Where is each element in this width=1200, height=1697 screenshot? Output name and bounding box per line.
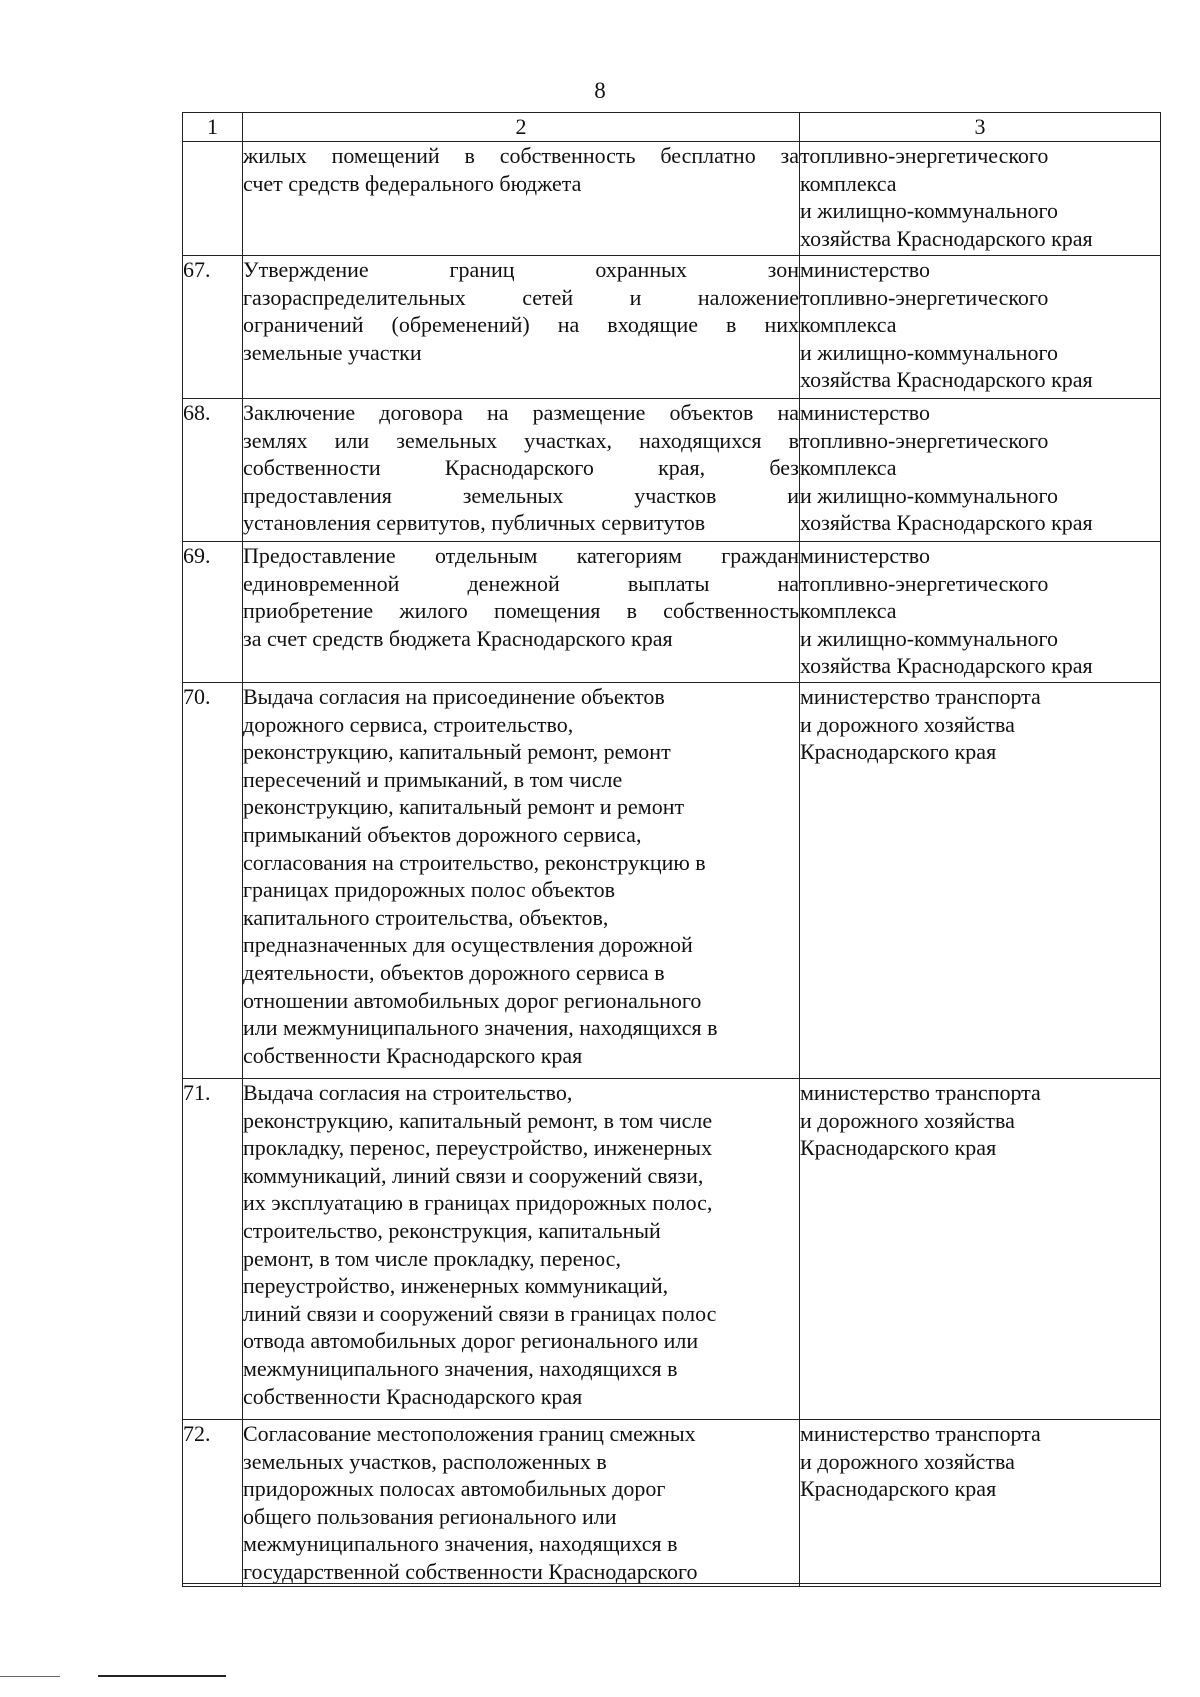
org-line: министерство — [800, 400, 931, 425]
org-line: комплекса — [800, 598, 897, 624]
responsible-body — [800, 683, 1161, 1079]
text-line: установления сервитутов, публичных сервитутов — [243, 510, 706, 536]
text-line: Выдача согласия на строительство, — [243, 1080, 573, 1105]
responsible-body — [800, 1079, 1161, 1420]
text-line: Предоставление отдельным категориям граждан — [243, 543, 799, 568]
org-line: комплекса — [800, 455, 897, 481]
services-table — [182, 112, 1161, 1587]
org-line: Краснодарского края — [800, 1476, 997, 1502]
org-line: министерство транспорта — [800, 1421, 1041, 1446]
row-number: 67. — [183, 256, 243, 399]
text-line: ремонт, в том числе прокладку, перенос, — [243, 1245, 621, 1271]
text-line: пересечений и примыканий, в том числе — [243, 766, 623, 792]
row-number: 72. — [183, 1420, 243, 1587]
responsible-body — [800, 256, 1161, 399]
org-line: хозяйства Краснодарского края — [800, 225, 1093, 251]
org-line: министерство — [800, 543, 931, 568]
table-row — [183, 683, 1161, 1079]
org-line: топливно-энергетического — [800, 570, 1049, 596]
row-number: 70. — [183, 683, 243, 1079]
text-line: деятельности, объектов дорожного сервиса в — [243, 959, 665, 985]
text-line: за счет средств бюджета Краснодарского края — [243, 625, 673, 651]
org-line: и жилищно-коммунального — [800, 482, 1059, 508]
org-line: министерство транспорта — [800, 1080, 1041, 1105]
service-description — [243, 256, 800, 399]
org-line: и жилищно-коммунального — [800, 198, 1059, 224]
text-line: примыканий объектов дорожного сервиса, — [243, 821, 642, 847]
text-line: дорожного сервиса, строительство, — [243, 711, 574, 737]
table-row — [183, 142, 1161, 256]
text-line: земельные участки — [243, 339, 422, 365]
responsible-body — [800, 1420, 1161, 1587]
text-line: линий связи и сооружений связи в границах полос — [243, 1300, 717, 1326]
text-line: землях или земельных участках, находящихся в — [243, 427, 799, 453]
text-line: придорожных полосах автомобильных дорог — [243, 1476, 666, 1502]
text-line: реконструкцию, капитальный ремонт, ремонт — [243, 739, 671, 765]
text-line: единовременной денежной выплаты на — [243, 570, 799, 596]
text-line: Выдача согласия на присоединение объектов — [243, 684, 665, 709]
org-line: Краснодарского края — [800, 739, 997, 765]
text-line: их эксплуатацию в границах придорожных полос, — [243, 1190, 713, 1216]
table-row — [183, 1420, 1161, 1587]
table-row — [183, 256, 1161, 399]
row-number: 69. — [183, 542, 243, 683]
text-line: жилых помещений в собственность бесплатно за — [243, 143, 799, 168]
text-line: Утверждение границ охранных зон — [243, 257, 799, 282]
org-line: топливно-энергетического — [800, 427, 1049, 453]
text-line: приобретение жилого помещения в собственность — [243, 598, 799, 624]
text-line: общего пользования регионального или — [243, 1503, 617, 1529]
text-line: или межмуниципального значения, находящихся в — [243, 1015, 718, 1041]
text-line: межмуниципального значения, находящихся в — [243, 1355, 678, 1381]
table-bottom-rule — [182, 1583, 1160, 1584]
service-description — [243, 683, 800, 1079]
text-line: отношении автомобильных дорог регионального — [243, 987, 702, 1013]
org-line: и жилищно-коммунального — [800, 625, 1059, 651]
org-line: министерство транспорта — [800, 684, 1041, 709]
text-line: земельных участков, расположенных в — [243, 1448, 607, 1474]
org-line: Краснодарского края — [800, 1135, 997, 1161]
text-line: собственности Краснодарского края — [243, 1042, 583, 1068]
footer-rule — [98, 1675, 226, 1677]
responsible-body — [800, 142, 1161, 256]
text-line: отвода автомобильных дорог регионального или — [243, 1328, 699, 1354]
org-line: и дорожного хозяйства — [800, 1107, 1015, 1133]
org-line: хозяйства Краснодарского края — [800, 653, 1093, 679]
service-description — [243, 399, 800, 542]
org-line: и дорожного хозяйства — [800, 711, 1015, 737]
org-line: и дорожного хозяйства — [800, 1448, 1015, 1474]
text-line: собственности Краснодарского края, без — [243, 455, 799, 481]
responsible-body — [800, 542, 1161, 683]
org-line: хозяйства Краснодарского края — [800, 510, 1093, 536]
text-line: предоставления земельных участков и — [243, 482, 799, 508]
page-number: 8 — [594, 78, 606, 103]
service-description — [243, 1420, 800, 1587]
text-line: границах придорожных полос объектов — [243, 877, 615, 903]
service-description — [243, 1079, 800, 1420]
service-description — [243, 142, 800, 256]
text-line: газораспределительных сетей и наложение — [243, 284, 799, 310]
row-number — [183, 142, 243, 256]
text-line: государственной собственности Краснодарского — [243, 1558, 698, 1584]
text-line: ограничений (обременений) на входящие в них — [243, 312, 799, 338]
org-line: комплекса — [800, 312, 897, 338]
text-line: согласования на строительство, реконструкцию в — [243, 849, 706, 875]
text-line: капитального строительства, объектов, — [243, 904, 609, 930]
header-col-2: 2 — [243, 113, 800, 142]
org-line: и жилищно-коммунального — [800, 339, 1059, 365]
responsible-body — [800, 399, 1161, 542]
header-col-3: 3 — [800, 113, 1161, 142]
text-line: прокладку, перенос, переустройство, инженерных — [243, 1135, 713, 1161]
org-line: топливно-энергетического — [800, 284, 1049, 310]
service-description — [243, 542, 800, 683]
row-number: 68. — [183, 399, 243, 542]
text-line: переустройство, инженерных коммуникаций, — [243, 1273, 669, 1299]
table-row — [183, 399, 1161, 542]
org-line: министерство — [800, 257, 931, 282]
text-line: собственности Краснодарского края — [243, 1383, 583, 1409]
text-line: реконструкцию, капитальный ремонт, в том числе — [243, 1107, 713, 1133]
text-line: Согласование местоположения границ смежных — [243, 1421, 696, 1446]
footer-rule-left — [0, 1676, 60, 1677]
text-line: строительство, реконструкция, капитальный — [243, 1217, 661, 1243]
org-line: комплекса — [800, 170, 897, 196]
text-line: реконструкцию, капитальный ремонт и ремонт — [243, 794, 685, 820]
text-line: Заключение договора на размещение объектов на — [243, 400, 799, 425]
text-line: счет средств федерального бюджета — [243, 170, 582, 196]
text-line: межмуниципального значения, находящихся в — [243, 1531, 678, 1557]
org-line: топливно-энергетического — [800, 143, 1049, 168]
row-number: 71. — [183, 1079, 243, 1420]
table-row — [183, 542, 1161, 683]
table-header-row — [183, 113, 1161, 142]
text-line: коммуникаций, линий связи и сооружений связи, — [243, 1162, 704, 1188]
header-col-1: 1 — [183, 113, 243, 142]
text-line: предназначенных для осуществления дорожной — [243, 932, 693, 958]
org-line: хозяйства Краснодарского края — [800, 367, 1093, 393]
table-row — [183, 1079, 1161, 1420]
